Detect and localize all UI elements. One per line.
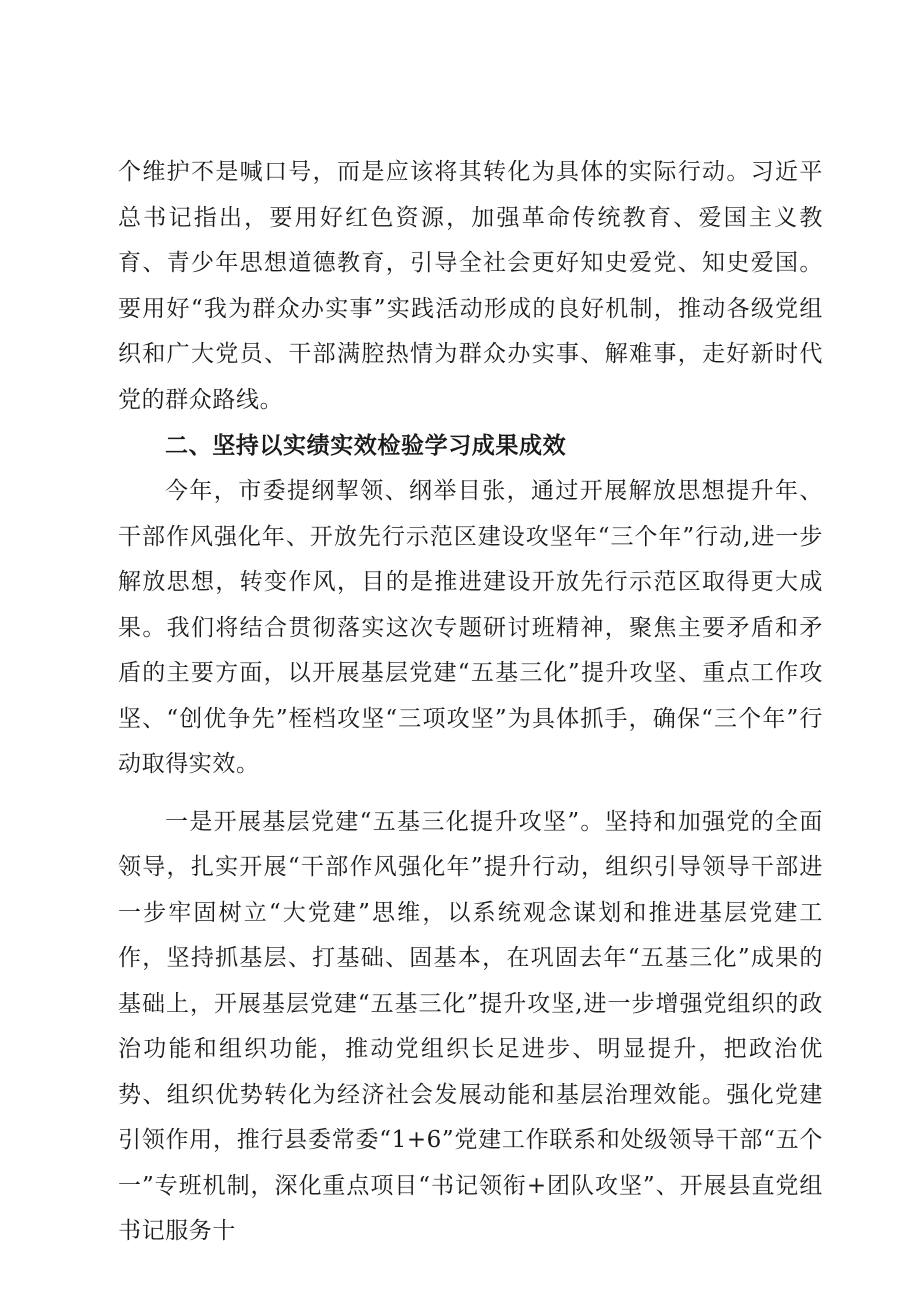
paragraph-gap	[118, 788, 823, 800]
document-body	[118, 150, 823, 1255]
section-heading: 二、坚持以实绩实效检验学习成果成效	[165, 433, 567, 459]
paragraph-intro: 今年，市委提纲挈领、纲举目张，通过开展解放思想提升年、干部作风强化年、开放先行示范区建设攻坚年“三个年”行动,进一步解放思想，转变作风，目的是推进建设开放先行示范区取得更大成果。我们将结合贯彻落实这次专题研讨班精神，聚焦主要矛盾和矛盾的主要方面，以开展基层党建“五基三化”提升攻坚、重点工作攻坚、“创优争先”桎档攻坚“三项攻坚”为具体抓手，确保“三个年”行动取得实效。	[118, 478, 823, 777]
paragraph-continuation: 个维护不是喊口号，而是应该将其转化为具体的实际行动。习近平总书记指出，要用好红色资源，加强革命传统教育、爱国主义教育、青少年思想道德教育，引导全社会更好知史爱党、知史爱国。要用好“我为群众办实事”实践活动形成的良好机制，推动各级党组织和广大党员、干部满腔热情为群众办实事、解难事，走好新时代党的群众路线。	[118, 159, 823, 413]
paragraph-item-one: 一是开展基层党建“五基三化提升攻坚”。坚持和加强党的全面领导，扎实开展“干部作风强化年”提升行动，组织引导领导干部进一步牢固树立“大党建”思维，以系统观念谋划和推进基层党建工作，坚持抓基层、打基础、固基本，在巩固去年“五基三化”成果的基础上，开展基层党建“五基三化”提升攻坚,进一步增强党组织的政治功能和组织功能，推动党组织长足进步、明显提升，把政治优势、组织优势转化为经济社会发展动能和基层治理效能。强化党建引领作用，推行县委常委“1+6”党建工作联系和处级领导干部“五个一”专班机制，深化重点项目“书记领衔+团队攻坚”、开展县直党组书记服务十	[118, 808, 823, 1244]
